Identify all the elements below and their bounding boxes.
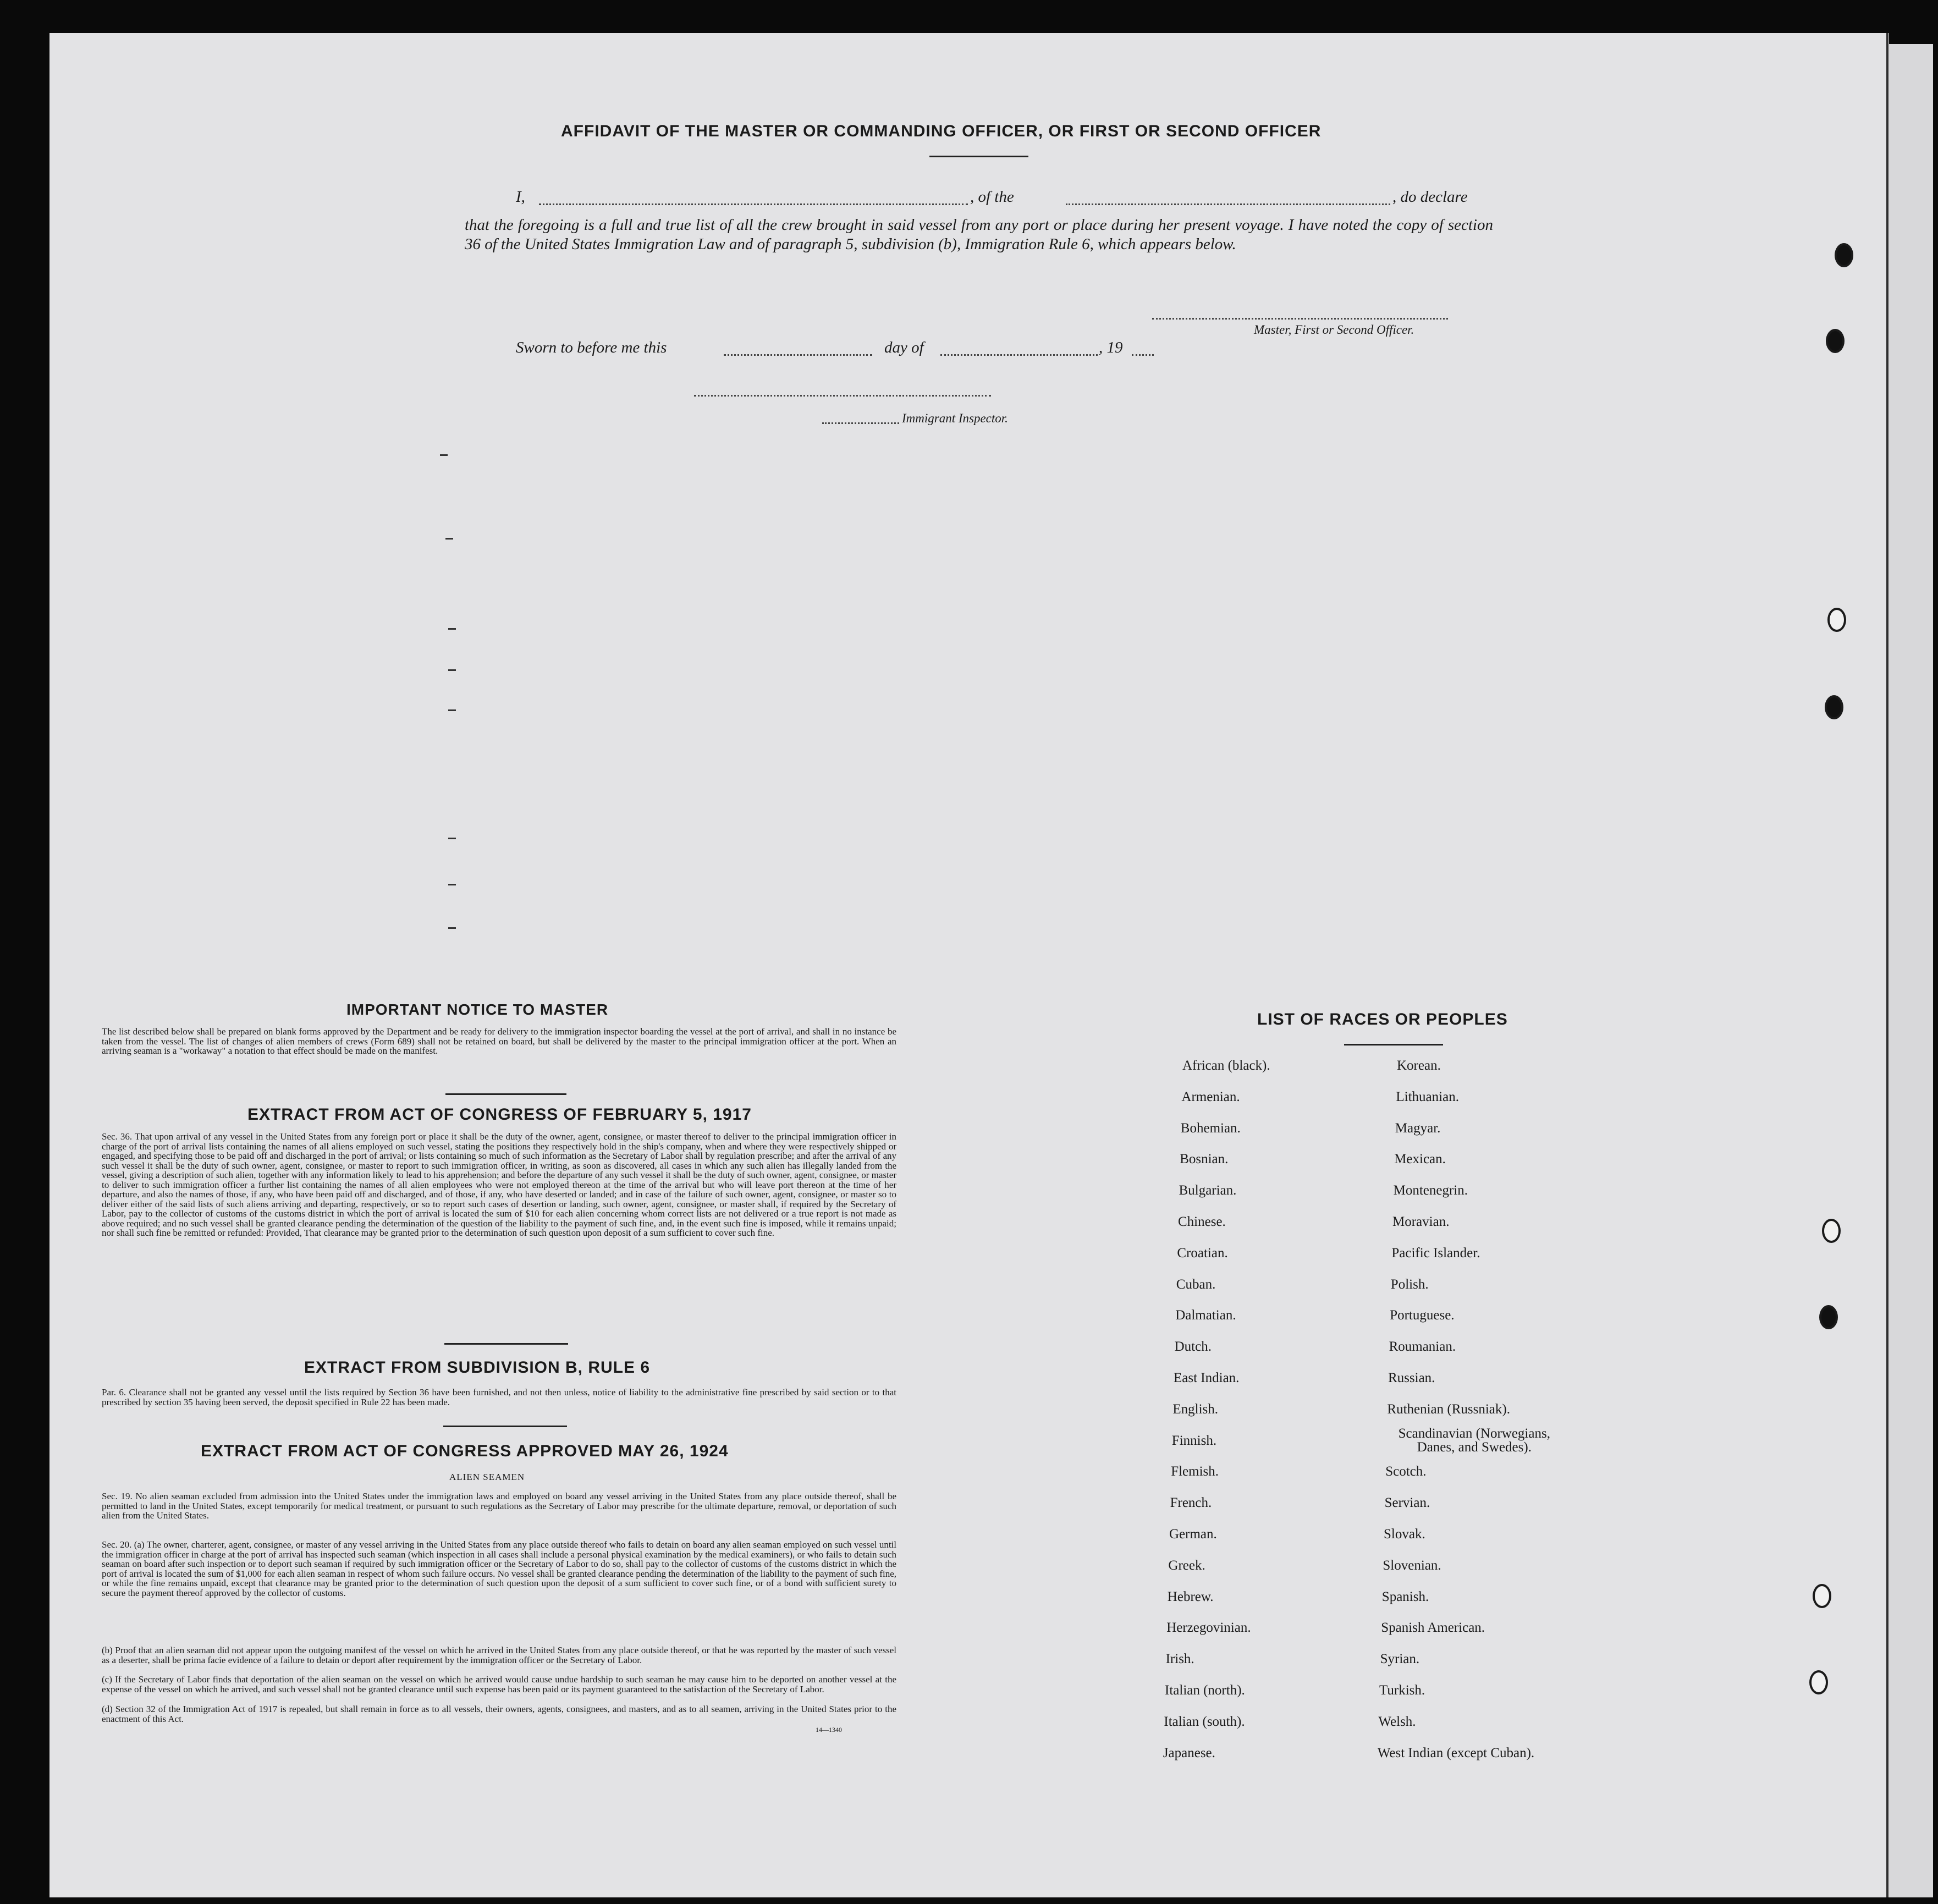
race-item: East Indian. [1174,1371,1240,1385]
sworn-year-prefix: , 19 [1099,339,1123,356]
title-underline [929,156,1028,157]
race-item: Bulgarian. [1179,1183,1237,1198]
race-item: Polish. [1390,1276,1429,1292]
binder-hole [1827,608,1846,632]
race-item: Flemish. [1171,1464,1219,1479]
race-item: Bosnian. [1180,1152,1229,1167]
sec20b-text: (b) Proof that an alien seaman did not appear upon the outgoing manifest of the vessel on which he arrived in the United States from any place outside thereof, or that he was reported by the master of such vessel as a deserter, shall be prima facie evidence of a failure to detain or deport after requirement by the immigration officer or the Secretary of Labor. [102,1645,896,1665]
margin-tick [448,927,456,929]
margin-tick [448,628,456,630]
binder-hole [1825,695,1843,719]
race-item: French. [1170,1495,1212,1511]
master-signature-caption: Master, First or Second Officer. [1254,323,1414,337]
race-item: Scotch. [1385,1464,1427,1479]
inspector-prefix-dots [822,422,899,424]
race-item: Mexican. [1394,1152,1446,1167]
race-item: German. [1169,1527,1217,1542]
race-item: Italian (south). [1164,1714,1245,1729]
race-item: Croatian. [1177,1245,1228,1261]
race-item: Korean. [1397,1058,1441,1073]
race-item: Syrian. [1380,1652,1420,1667]
race-item: Herzegovinian. [1166,1620,1251,1636]
divider [445,1093,566,1095]
race-item: Lithuanian. [1396,1089,1459,1104]
race-item: Bohemian. [1180,1120,1241,1136]
sec20d-text: (d) Section 32 of the Immigration Act of 1917 is repealed, but shall remain in force as to all vessels, their owners, agents, consignees, and masters, and as to all seamen, arriving in the United States prior to the enactment of this Act. [102,1704,896,1724]
race-item: West Indian (except Cuban). [1377,1745,1535,1760]
race-item: Slovenian. [1383,1558,1441,1573]
sworn-day-field[interactable] [724,354,872,356]
race-item: Roumanian. [1389,1339,1456,1355]
declarant-label: I, [516,188,525,206]
race-item: Scandinavian (Norwegians, Danes, and Swedes). [1398,1426,1550,1455]
margin-tick [445,538,453,540]
binder-hole [1819,1305,1838,1329]
sec20a-text: Sec. 20. (a) The owner, charterer, agent, consignee, or master of any vessel arriving in the United States from any place outside thereof who fails to detain on board any alien seaman employed on such vessel until the immigration officer in charge at the port of arrival has inspected such seaman (which inspection in all cases shall include a personal physical examination by the medical examiners), or who fails to detain such seaman on board after such inspection or to deport such seaman if required by such immigration officer or the Secretary of Labor to do so, shall pay to the collector of customs of the customs district in which the port of arrival is located the sum of $1,000 for each alien seaman in respect of whom such failure occurs. No vessel shall be granted clearance pending the determination of the liability to the payment of such fine, or while the fine remains unpaid, except that clearance may be granted prior to the determination of such question upon the deposit of a sum sufficient to cover such fine, or of a bond with sufficient surety to secure the payment thereof approved by the collector of customs. [102,1539,896,1598]
notice-title: IMPORTANT NOTICE TO MASTER [346,1001,609,1018]
race-item: Dutch. [1174,1339,1212,1355]
inspector-caption: Immigrant Inspector. [902,411,1008,425]
binder-hole [1835,243,1853,267]
divider [443,1426,567,1427]
race-item: Greek. [1168,1558,1205,1573]
race-item: Russian. [1388,1371,1435,1385]
bleed-through-margin [1889,44,1933,1897]
race-item: African (black). [1182,1058,1270,1073]
race-item: Portuguese. [1390,1308,1455,1323]
extract-1917-title: EXTRACT FROM ACT OF CONGRESS OF FEBRUARY 5, 1917 [247,1105,752,1124]
race-item: Italian (north). [1165,1683,1245,1698]
declarant-name-field[interactable] [539,203,968,205]
divider [444,1343,568,1345]
race-item: Welsh. [1378,1714,1416,1729]
race-item: English. [1172,1401,1219,1417]
extract-rule6-title: EXTRACT FROM SUBDIVISION B, RULE 6 [304,1358,651,1377]
race-item: Cuban. [1176,1276,1216,1292]
race-item: Pacific Islander. [1391,1245,1480,1261]
vessel-label: , of the [970,188,1014,206]
declaration-line [516,188,1506,210]
race-item: Servian. [1384,1495,1430,1511]
binder-hole [1822,1219,1841,1243]
form-number: 14—1340 [816,1726,842,1734]
race-item: Irish. [1165,1652,1194,1667]
race-item: Finnish. [1171,1433,1217,1448]
race-item: Spanish. [1381,1589,1429,1604]
sworn-prefix: Sworn to before me this [516,339,667,356]
vessel-name-field[interactable] [1066,203,1390,205]
affidavit-body: that the foregoing is a full and true list of all the crew brought in said vessel from any port or place during her present voyage. I have noted the copy of section 36 of the United States Immigration Law and of paragraph 5, subdivision (b), Immigration Rule 6, which appears below. [465,216,1493,253]
race-item: Montenegrin. [1393,1183,1468,1198]
race-item: Dalmatian. [1175,1308,1236,1323]
race-item: Slovak. [1384,1527,1425,1542]
race-item: Turkish. [1379,1683,1425,1698]
sec20c-text: (c) If the Secretary of Labor finds that deportation of the alien seaman on the vessel on which he arrived would cause undue hardship to such seaman he may cause him to be deported on another vessel at the expense of the vessel on which he arrived, and such vessel shall not be granted clearance until such expense has been paid or its payment guaranteed to the satisfaction of the Secretary of Labor. [102,1674,896,1694]
margin-tick [448,709,456,711]
sworn-month-field[interactable] [940,354,1098,356]
sec19-text: Sec. 19. No alien seaman excluded from admission into the United States under the immigration laws and employed on board any vessel arriving in the United States from any place outside thereof, shall be permitted to land in the United States, except temporarily for medical treatment, or pursuant to such regulations as the Secretary of Labor may prescribe for the ultimate departure, removal, or deportation of such alien from the United States. [102,1491,896,1521]
master-signature-field[interactable] [1152,318,1448,320]
sworn-day-of: day of [884,339,924,356]
margin-tick [440,454,448,456]
extract-1917-text: Sec. 36. That upon arrival of any vessel in the United States from any foreign port or place it shall be the duty of the owner, agent, consignee, or master thereof to deliver to the principal immigration officer in charge of the port of arrival lists containing the names of all aliens employed on such vessel, stating the positions they respectively hold in the ship's company, when and where they were respectively shipped or engaged, and specifying those to be paid off and discharged in the port of arrival; or lists containing so much of such information as the Secretary of Labor shall by regulation prescribe; and after the arrival of any such vessel it shall be the duty of such owner, agent, consignee, or master to report to such immigration officer, in writing, as soon as discovered, all cases in which any such alien has illegally landed from the vessel, giving a description of such alien, together with any information likely to lead to his apprehension; and before the departure of any such vessel it shall be the duty of such owner, agent, consignee, or master to deliver to such immigration officer a further list containing the names of all alien employees who were not employed thereon at the time of the arrival but who will leave port thereon at the time of her departure, and also the names of those, if any, who have been paid off and discharged, and of those, if any, who have deserted or landed; and in case of the failure of such owner, agent, consignee, or master so to deliver either of the said lists of such aliens arriving and departing, respectively, or so to report such cases of desertion or landing, such owner, agent, consignee, or master shall, if required by the Secretary of Labor, pay to the collector of customs of the customs district in which the port of arrival is located the sum of $10 for each alien concerning whom correct lists are not delivered or a true report is not made as above required; and no such vessel shall be granted clearance pending the determination of the question of the liability to the payment of such fine, and, in the event such fine is imposed, while it remains unpaid; nor shall such fine be remitted or refunded: Provided, That clearance may be granted prior to the determination of such question upon deposit of a sum sufficient to cover such fine. [102,1131,896,1238]
inspector-signature-field[interactable] [694,395,991,397]
margin-tick [448,838,456,839]
race-item: Japanese. [1163,1745,1215,1760]
declare-label: , do declare [1392,188,1468,206]
sworn-line [516,339,1231,361]
affidavit-title: AFFIDAVIT OF THE MASTER OR COMMANDING OFFICER, OR FIRST OR SECOND OFFICER [561,122,1322,140]
race-item: Spanish American. [1381,1620,1485,1636]
extract-rule6-text: Par. 6. Clearance shall not be granted any vessel until the lists required by Section 36 have been furnished, and not then unless, notice of liability to the administrative fine prescribed by said section or to that prescribed by section 35 having been served, the deposit specified in Rule 22 has been made. [102,1387,896,1407]
notice-text: The list described below shall be prepared on blank forms approved by the Department and be ready for delivery to the immigration inspector boarding the vessel at the port of arrival, and shall in no instance be taken from the vessel. The list of changes of alien members of crews (Form 689) shall not be retained on board, but shall be delivered by the master to the principal immigration officer at the port. When an arriving seaman is a "workaway" a notation to that effect should be made on the manifest. [102,1026,896,1056]
extract-1924-title: EXTRACT FROM ACT OF CONGRESS APPROVED MAY 26, 1924 [201,1442,729,1460]
race-item: Chinese. [1178,1214,1226,1229]
margin-tick [448,884,456,885]
alien-seamen-subtitle: ALIEN SEAMEN [449,1472,525,1482]
races-title: LIST OF RACES OR PEOPLES [1257,1010,1508,1028]
binder-hole [1813,1584,1831,1608]
margin-tick [448,669,456,671]
race-item: Moravian. [1392,1214,1450,1229]
binder-hole [1809,1670,1828,1694]
race-item: Ruthenian (Russniak). [1387,1401,1510,1417]
race-item: Hebrew. [1167,1589,1214,1604]
race-item: Magyar. [1395,1120,1441,1136]
sworn-year-field[interactable] [1132,354,1154,356]
race-item: Armenian. [1181,1089,1240,1104]
form-sheet [49,33,1889,1897]
page-fold-line [1886,33,1889,1897]
binder-hole [1826,329,1845,353]
races-title-underline [1344,1044,1443,1045]
